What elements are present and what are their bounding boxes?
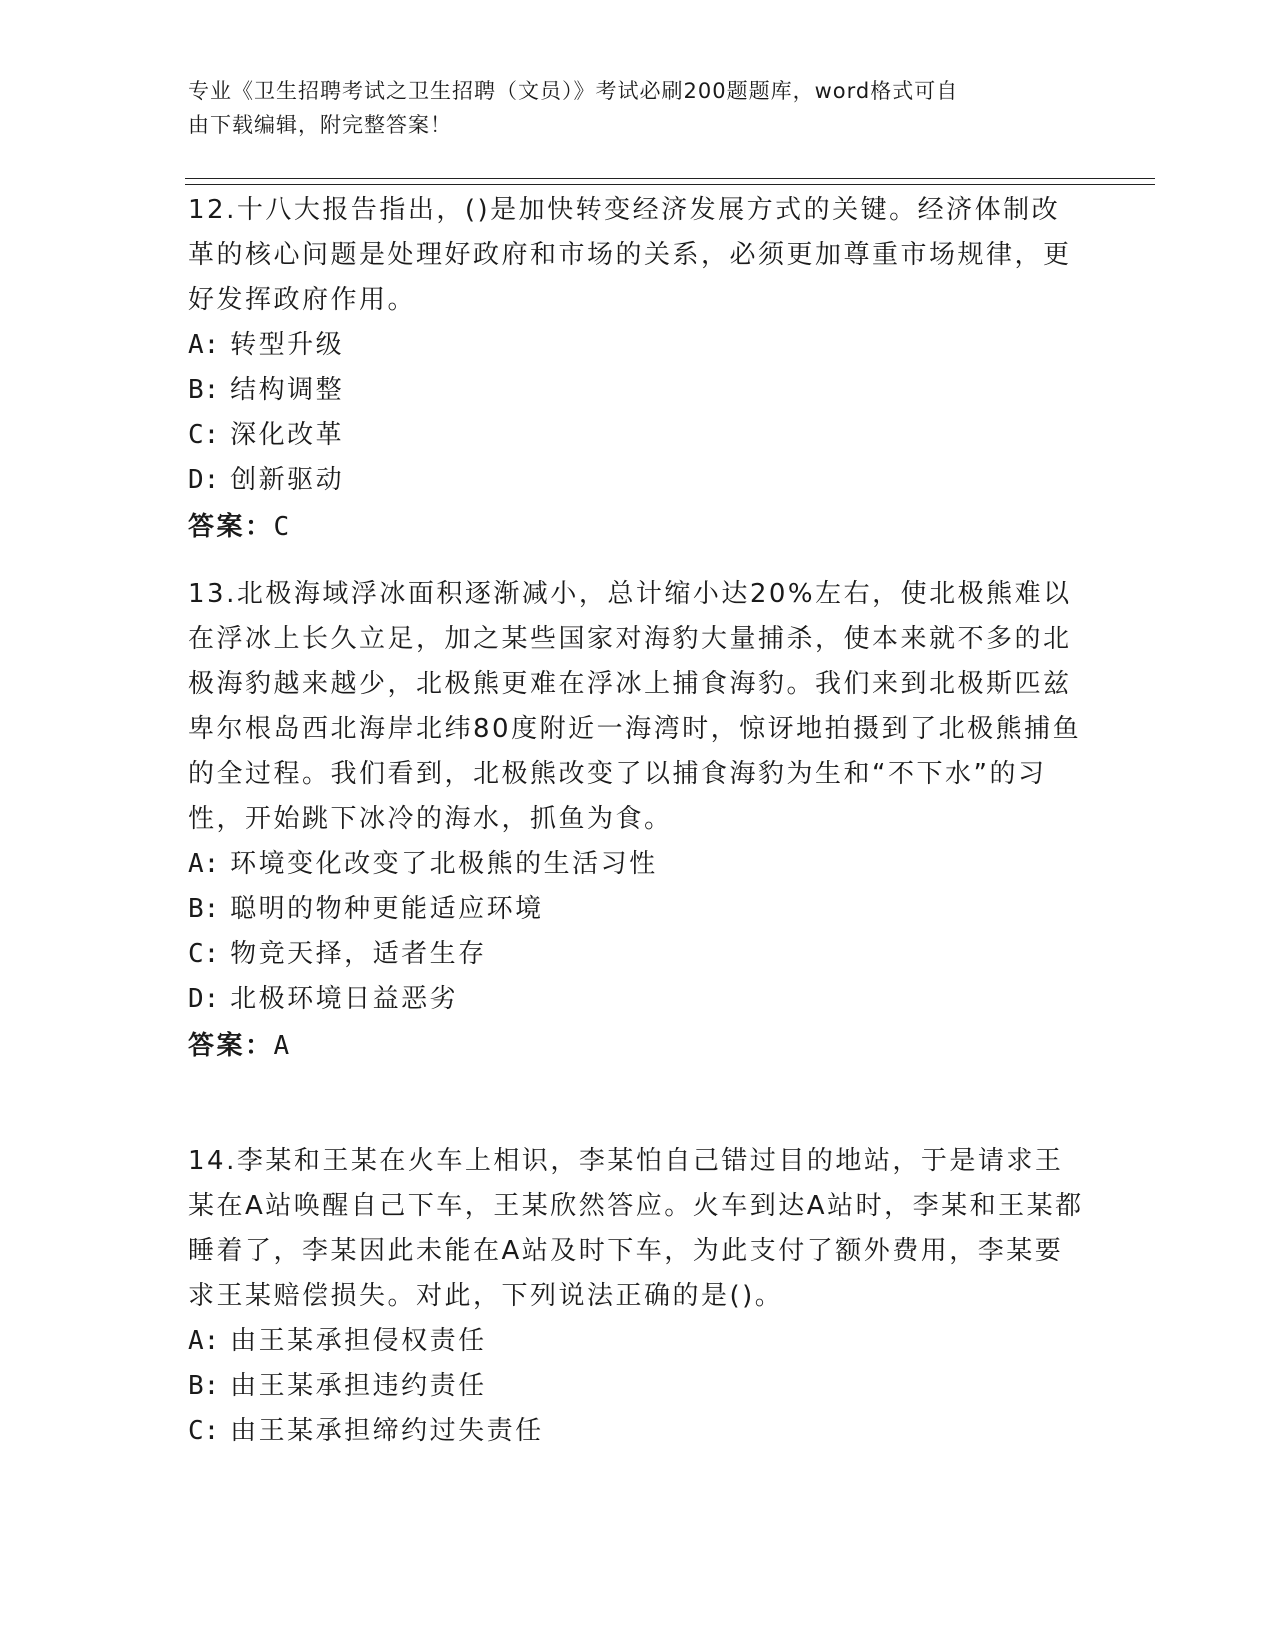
- answer-label: 答案：: [188, 512, 274, 542]
- option-key: C:: [188, 1416, 220, 1446]
- header-divider-top: [185, 178, 1155, 179]
- question-14: [188, 1139, 1088, 1454]
- question-stem: 13.北极海域浮冰面积逐渐减小，总计缩小达20%左右，使北极熊难以在浮冰上长久立足，加之某些国家对海豹大量捕杀，使本来就不多的北极海豹越来越少，北极熊更难在浮冰上捕食海豹。我们来到北极斯匹兹卑尔根岛西北海岸北纬80度附近一海湾时，惊讶地拍摄到了北极熊捕鱼的全过程。我们看到，北极熊改变了以捕食海豹为生和“不下水”的习性，开始跳下冰冷的海水，抓鱼为食。: [188, 579, 1082, 834]
- answer-value: A: [273, 1031, 292, 1061]
- option-b: [188, 887, 1088, 932]
- option-text: 环境变化改变了北极熊的生活习性: [230, 849, 658, 879]
- option-key: B:: [188, 375, 220, 405]
- answer-line: [188, 1024, 1088, 1069]
- option-text: 转型升级: [230, 330, 345, 360]
- option-text: 由王某承担违约责任: [230, 1371, 487, 1401]
- option-text: 聪明的物种更能适应环境: [230, 894, 544, 924]
- option-text: 由王某承担侵权责任: [230, 1326, 487, 1356]
- option-text: 创新驱动: [230, 465, 345, 495]
- option-c: [188, 932, 1088, 977]
- option-key: A:: [188, 330, 220, 360]
- answer-value: C: [273, 512, 292, 542]
- option-text: 深化改革: [230, 420, 345, 450]
- option-d: [188, 458, 1088, 503]
- option-a: [188, 323, 1088, 368]
- option-key: A:: [188, 1326, 220, 1356]
- question-stem: 14.李某和王某在火车上相识，李某怕自己错过目的地站，于是请求王某在A站唤醒自己下车，王某欣然答应。火车到达A站时，李某和王某都睡着了，李某因此未能在A站及时下车，为此支付了额外费用，李某要求王某赔偿损失。对此，下列说法正确的是()。: [188, 1146, 1084, 1311]
- question-stem: 12.十八大报告指出，()是加快转变经济发展方式的关键。经济体制改革的核心问题是处理好政府和市场的关系，必须更加尊重市场规律，更好发挥政府作用。: [188, 195, 1072, 315]
- option-d: [188, 977, 1088, 1022]
- option-key: C:: [188, 420, 220, 450]
- answer-label: 答案：: [188, 1031, 274, 1061]
- header-divider-bottom: [185, 184, 1155, 185]
- header-line-2: 由下载编辑，附完整答案！: [188, 113, 452, 137]
- header-line-1: 专业《卫生招聘考试之卫生招聘（文员）》考试必刷200题题库，word格式可自: [188, 79, 959, 103]
- option-key: D:: [188, 984, 220, 1014]
- option-a: [188, 1319, 1088, 1364]
- question-13: [188, 572, 1088, 1069]
- document-header: [188, 74, 1068, 142]
- question-12: [188, 188, 1088, 550]
- option-text: 北极环境日益恶劣: [230, 984, 459, 1014]
- option-key: D:: [188, 465, 220, 495]
- option-key: C:: [188, 939, 220, 969]
- option-key: A:: [188, 849, 220, 879]
- option-a: [188, 842, 1088, 887]
- option-b: [188, 1364, 1088, 1409]
- option-text: 物竞天择，适者生存: [230, 939, 487, 969]
- answer-line: [188, 505, 1088, 550]
- option-key: B:: [188, 1371, 220, 1401]
- option-b: [188, 368, 1088, 413]
- option-c: [188, 413, 1088, 458]
- option-text: 由王某承担缔约过失责任: [230, 1416, 544, 1446]
- option-c: [188, 1409, 1088, 1454]
- option-key: B:: [188, 894, 220, 924]
- option-text: 结构调整: [230, 375, 345, 405]
